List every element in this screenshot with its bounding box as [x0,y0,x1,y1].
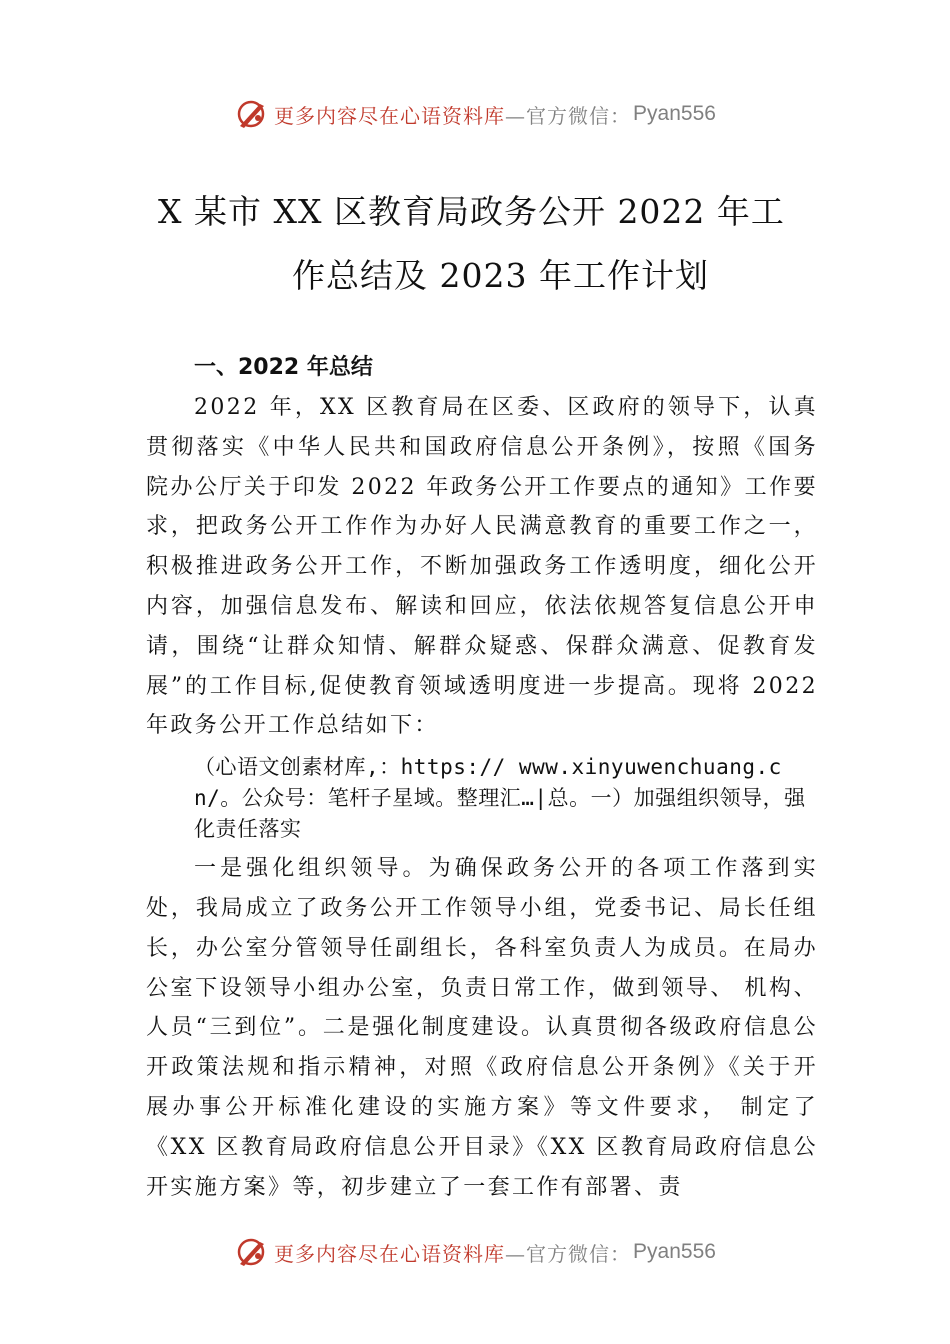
pen-logo-icon [234,1234,270,1270]
source-note: （心语文创素材库,：https:// www.xinyuwenchuang.cn/。公众号：笔杆子星域。整理汇…|总。一）加强组织领导，强化责任落实 [194,755,806,842]
banner-red-text: 更多内容尽在心语资料库 [274,103,506,128]
banner-red-text: 更多内容尽在心语资料库 [274,1241,506,1266]
section-heading: 一、2022 年总结 [194,355,373,380]
banner-wechat-id: Pyan556 [633,1240,716,1263]
document-body [146,348,818,1207]
banner-gray-text: —官方微信： [505,1241,632,1266]
title-line-2: 作总结及 2023 年工作计划 [292,256,709,295]
paragraph-1: 2022 年，XX 区教育局在区委、区政府的领导下，认真贯彻落实《中华人民共和国政府信息公开条例》，按照《国务院办公厅关于印发 2022 年政务公开工作要点的通知》工作要求，把政务公开工作作为办好人民满意教育的重要工作之一，积极推进政务公开工作，不断加强政务工作透明度，细化公开内容，加强信息发布、解读和回应，依法依规答复信息公开申请，围绕“让群众知情、解群众疑惑、保群众满意、促教育发展”的工作目标,促使教育领域透明度进一步提高。现将 2022 年政务公开工作总结如下： [146,395,818,739]
title-line-1: X 某市 XX 区教育局政务公开 2022 年工 [158,192,785,231]
footer-banner [0,1232,950,1272]
banner-wechat-id: Pyan556 [633,102,716,125]
document-title [150,180,830,308]
header-banner [0,94,950,134]
pen-logo-icon [234,96,270,132]
banner-gray-text: —官方微信： [505,103,632,128]
paragraph-2: 一是强化组织领导。为确保政务公开的各项工作落到实处，我局成立了政务公开工作领导小组，党委书记、局长任组长，办公室分管领导任副组长，各科室负责人为成员。在局办公室下设领导小组办公室，负责日常工作，做到领导、 机构、人员“三到位”。二是强化制度建设。认真贯彻各级政府信息公开政策法规和指示精神，对照《政府信息公开条例》《关于开展办事公开标准化建设的实施方案》等文件要求， 制定了《XX 区教育局政府信息公开目录》《XX 区教育局政府信息公开实施方案》等，初步建立了一套工作有部署、责 [146,856,818,1200]
